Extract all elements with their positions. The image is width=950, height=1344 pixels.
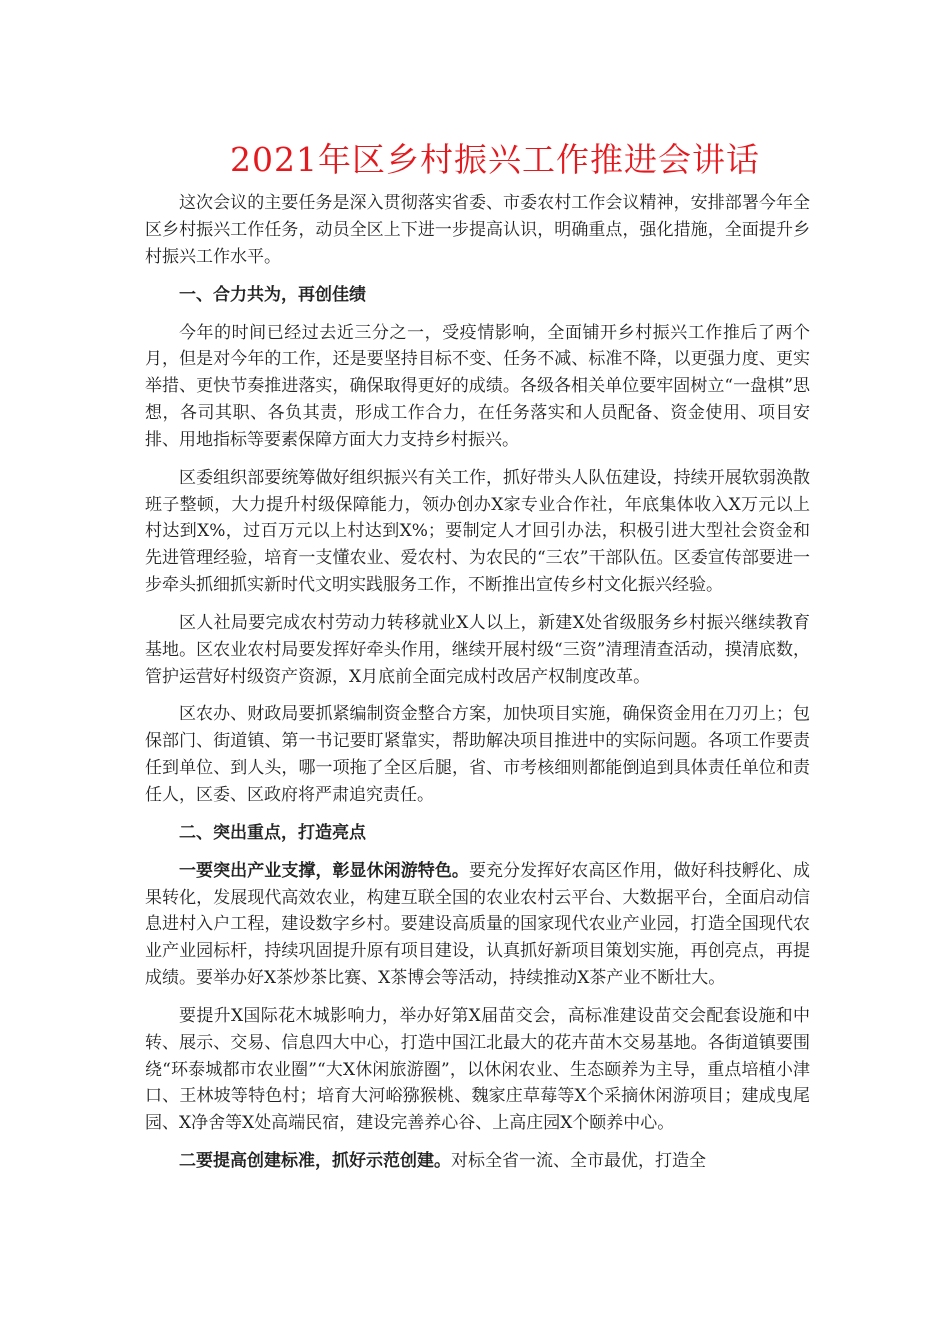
document-title: 2021年区乡村振兴工作推进会讲话 <box>230 140 760 179</box>
section-1-paragraph: 今年的时间已经过去近三分之一，受疫情影响，全面铺开乡村振兴工作推后了两个月，但是对今年的工作，还是要坚持目标不变、任务不减、标准不降，以更强力度、更实举措、更快节奏推进落实，确保取得更好的成绩。各级各相关单位要牢固树立“一盘棋”思想，各司其职、各负其责，形成工作合力，在任务落实和人员配备、资金使用、项目安排、用地指标等要素保障方面大力支持乡村振兴。 <box>145 322 810 450</box>
section-1-heading: 一、合力共为，再创佳绩 <box>179 284 366 305</box>
section-1-paragraph: 区委组织部要统筹做好组织振兴有关工作，抓好带头人队伍建设，持续开展软弱涣散班子整顿，大力提升村级保障能力，领办创办X家专业合作社，年底集体收入X万元以上村达到X%，过百万元以上村达到X%；要制定人才回引办法，积极引进大型社会资金和先进管理经验，培育一支懂农业、爱农村、为农民的“三农”干部队伍。区委宣传部要进一步牵头抓细抓实新时代文明实践服务工作，不断推出宣传乡村文化振兴经验。 <box>145 467 810 595</box>
paragraph-text: 对标全省一流、全市最优，打造全 <box>451 1151 706 1172</box>
section-1-paragraph: 区农办、财政局要抓紧编制资金整合方案，加快项目实施，确保资金用在刀刃上；包保部门、街道镇、第一书记要盯紧靠实，帮助解决项目推进中的实际问题。各项工作要责任到单位、到人头，哪一项拖了全区后腿，省、市考核细则都能倒追到具体责任单位和责任人，区委、区政府将严肃追究责任。 <box>145 704 810 805</box>
section-1-paragraph: 区人社局要完成农村劳动力转移就业X人以上，新建X处省级服务乡村振兴继续教育基地。区农业农村局要发挥好牵头作用，继续开展村级“三资”清理清查活动，摸清底数，管护运营好村级资产资源，X月底前全面完成村改居产权制度改革。 <box>145 612 810 687</box>
paragraph-lead-bold: 二要提高创建标准，抓好示范创建。 <box>179 1151 451 1172</box>
section-2-paragraph-2: 要提升X国际花木城影响力，举办好第X届苗交会，高标准建设苗交会配套设施和中转、展示、交易、信息四大中心，打造中国江北最大的花卉苗木交易基地。各街道镇要围绕“环泰城都市农业圈”“大X休闲旅游圈”，以休闲农业、生态颐养为主导，重点培植小津口、王林坡等特色村；培育大河峪猕猴桃、魏家庄草莓等X个采摘休闲游项目；建成曳尾园、X净舍等X处高端民宿，建设完善养心谷、上高庄园X个颐养中心。 <box>145 1006 810 1134</box>
section-2-paragraph-3 <box>145 1148 810 1175</box>
paragraph-text: 要充分发挥好农高区作用，做好科技孵化、成果转化，发展现代高效农业，构建互联全国的农业农村云平台、大数据平台，全面启动信息进村入户工程，建设数字乡村。要建设高质量的国家现代农业产业园，打造全国现代农业产业园标杆，持续巩固提升原有项目建设，认真抓好新项目策划实施，再创亮点，再提成绩。要举办好X茶炒茶比赛、X茶博会等活动，持续推动X茶产业不断壮大。 <box>145 860 811 989</box>
document-body <box>145 190 810 1186</box>
paragraph-lead-bold: 一要突出产业支撑，彰显休闲游特色。 <box>179 860 469 881</box>
section-2-heading: 二、突出重点，打造亮点 <box>179 822 366 843</box>
section-2-paragraph-1 <box>145 858 810 992</box>
intro-paragraph: 这次会议的主要任务是深入贯彻落实省委、市委农村工作会议精神，安排部署今年全区乡村振兴工作任务，动员全区上下进一步提高认识，明确重点，强化措施，全面提升乡村振兴工作水平。 <box>145 193 810 267</box>
